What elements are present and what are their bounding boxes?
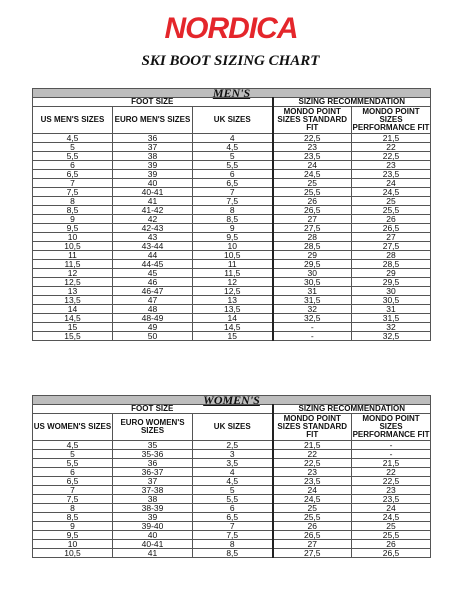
table-cell: 24,5 — [273, 170, 352, 179]
table-cell: 6,5 — [193, 179, 273, 188]
table-cell: 14 — [193, 314, 273, 323]
table-row — [33, 332, 431, 341]
table-cell: 22 — [273, 450, 352, 459]
table-cell: 37 — [113, 143, 193, 152]
table-cell: 12 — [33, 269, 113, 278]
table-cell: 21,5 — [273, 441, 352, 450]
mens-section-title: MEN'S — [33, 89, 431, 98]
table-cell: 6 — [33, 468, 113, 477]
table-cell: 3 — [193, 450, 273, 459]
table-cell: 44-45 — [113, 260, 193, 269]
table-cell: 30,5 — [352, 296, 431, 305]
table-cell: 32,5 — [273, 314, 352, 323]
table-cell: 7,5 — [193, 197, 273, 206]
table-cell: 9,5 — [33, 224, 113, 233]
table-cell: 26 — [273, 197, 352, 206]
table-cell: 7 — [193, 522, 273, 531]
table-cell: 6 — [33, 161, 113, 170]
table-cell: 29,5 — [352, 278, 431, 287]
table-cell: 27,5 — [352, 242, 431, 251]
table-cell: 45 — [113, 269, 193, 278]
table-cell: 28 — [273, 233, 352, 242]
mens-col-us: US MEN'S SIZES — [33, 107, 113, 134]
table-cell: 30 — [273, 269, 352, 278]
mens-col-uk: UK SIZES — [193, 107, 273, 134]
mens-sizing-rec-header: SIZING RECOMMENDATION — [273, 98, 431, 107]
table-cell: 22,5 — [352, 477, 431, 486]
table-cell: 10,5 — [193, 251, 273, 260]
table-cell: 8 — [193, 540, 273, 549]
table-cell: 5 — [193, 486, 273, 495]
table-cell: 4 — [193, 134, 273, 143]
table-cell: 9 — [193, 224, 273, 233]
table-cell: 13 — [193, 296, 273, 305]
table-cell: 23,5 — [273, 152, 352, 161]
table-cell: 4,5 — [193, 477, 273, 486]
table-cell: 32 — [352, 323, 431, 332]
table-cell: 7,5 — [193, 531, 273, 540]
table-cell: 13,5 — [193, 305, 273, 314]
table-cell: 5,5 — [33, 152, 113, 161]
womens-col-us: US WOMEN'S SIZES — [33, 414, 113, 441]
table-cell: 15 — [33, 323, 113, 332]
table-cell: 4,5 — [33, 441, 113, 450]
table-cell: 27 — [352, 233, 431, 242]
table-cell: 39-40 — [113, 522, 193, 531]
table-cell: 14,5 — [33, 314, 113, 323]
table-cell: 10 — [33, 233, 113, 242]
table-cell: 23,5 — [352, 170, 431, 179]
table-cell: 29 — [352, 269, 431, 278]
table-cell: 31 — [352, 305, 431, 314]
table-cell: 49 — [113, 323, 193, 332]
table-cell: 41 — [113, 197, 193, 206]
table-cell: 23 — [352, 161, 431, 170]
table-cell: 27 — [273, 540, 352, 549]
table-cell: 5,5 — [193, 495, 273, 504]
table-cell: 44 — [113, 251, 193, 260]
table-cell: 31,5 — [352, 314, 431, 323]
table-cell: 9 — [33, 215, 113, 224]
table-cell: 32,5 — [352, 332, 431, 341]
table-cell: 22 — [352, 468, 431, 477]
table-cell: 40 — [113, 531, 193, 540]
mens-col-euro: EURO MEN'S SIZES — [113, 107, 193, 134]
table-cell: 25 — [352, 522, 431, 531]
table-cell: 24,5 — [352, 513, 431, 522]
table-cell: 27,5 — [273, 549, 352, 558]
table-cell: 21,5 — [352, 134, 431, 143]
table-cell: 35-36 — [113, 450, 193, 459]
table-cell: 7,5 — [33, 188, 113, 197]
table-cell: 6,5 — [33, 477, 113, 486]
table-cell: 13,5 — [33, 296, 113, 305]
table-cell: 24 — [273, 161, 352, 170]
table-cell: 40-41 — [113, 188, 193, 197]
table-cell: 9,5 — [193, 233, 273, 242]
table-cell: - — [352, 441, 431, 450]
womens-col-mondo-standard: MONDO POINT SIZES STANDARD FIT — [273, 414, 352, 441]
table-cell: 48-49 — [113, 314, 193, 323]
table-cell: 25,5 — [273, 188, 352, 197]
table-cell: 5,5 — [33, 459, 113, 468]
mens-table-body — [33, 134, 431, 341]
table-cell: 35 — [113, 441, 193, 450]
table-cell: 5 — [33, 450, 113, 459]
table-cell: 6 — [193, 504, 273, 513]
table-cell: 12,5 — [193, 287, 273, 296]
table-cell: 26 — [273, 522, 352, 531]
table-cell: 25,5 — [352, 531, 431, 540]
table-cell: 26 — [352, 215, 431, 224]
womens-sizing-rec-header: SIZING RECOMMENDATION — [273, 405, 431, 414]
table-cell: 46-47 — [113, 287, 193, 296]
table-cell: - — [273, 323, 352, 332]
table-cell: 4 — [193, 468, 273, 477]
table-cell: 48 — [113, 305, 193, 314]
table-cell: 24,5 — [273, 495, 352, 504]
table-cell: 8,5 — [33, 206, 113, 215]
table-cell: 14,5 — [193, 323, 273, 332]
table-cell: 50 — [113, 332, 193, 341]
table-cell: 26,5 — [273, 206, 352, 215]
table-cell: 8,5 — [193, 549, 273, 558]
table-cell: 24 — [352, 179, 431, 188]
table-cell: 6 — [193, 170, 273, 179]
table-cell: 11 — [193, 260, 273, 269]
table-cell: 42-43 — [113, 224, 193, 233]
womens-col-uk: UK SIZES — [193, 414, 273, 441]
womens-col-mondo-performance: MONDO POINT SIZES PERFORMANCE FIT — [352, 414, 430, 439]
table-cell: 10 — [193, 242, 273, 251]
nordica-logo-icon — [136, 10, 326, 44]
table-cell: 15,5 — [33, 332, 113, 341]
table-cell: 5,5 — [193, 161, 273, 170]
table-cell: 46 — [113, 278, 193, 287]
table-cell: 25 — [352, 197, 431, 206]
table-cell: 43-44 — [113, 242, 193, 251]
table-cell: 11,5 — [33, 260, 113, 269]
table-cell: 14 — [33, 305, 113, 314]
table-cell: 15 — [193, 332, 273, 341]
table-cell: 26,5 — [273, 531, 352, 540]
table-cell: 28,5 — [273, 242, 352, 251]
table-cell: 11 — [33, 251, 113, 260]
table-cell: 41 — [113, 549, 193, 558]
table-cell: 13 — [33, 287, 113, 296]
table-cell: 10 — [33, 540, 113, 549]
table-cell: 22 — [352, 143, 431, 152]
table-cell: 11,5 — [193, 269, 273, 278]
mens-col-mondo-standard: MONDO POINT SIZES STANDARD FIT — [273, 107, 352, 134]
table-cell: - — [273, 332, 352, 341]
table-cell: 32 — [273, 305, 352, 314]
table-cell: 28 — [352, 251, 431, 260]
table-cell: 7 — [33, 486, 113, 495]
womens-size-table — [32, 395, 431, 558]
table-cell: 6,5 — [33, 170, 113, 179]
table-cell: 10,5 — [33, 242, 113, 251]
table-cell: 36-37 — [113, 468, 193, 477]
table-cell: 3,5 — [193, 459, 273, 468]
brand-logo — [0, 10, 461, 44]
table-cell: 38 — [113, 495, 193, 504]
table-cell: 40-41 — [113, 540, 193, 549]
table-cell: 47 — [113, 296, 193, 305]
table-cell: 27,5 — [273, 224, 352, 233]
womens-table-body — [33, 441, 431, 558]
table-cell: 30,5 — [273, 278, 352, 287]
womens-col-euro: EURO WOMEN'S SIZES — [113, 414, 193, 441]
table-cell: 43 — [113, 233, 193, 242]
table-cell: 25 — [273, 179, 352, 188]
table-cell: 36 — [113, 134, 193, 143]
table-row — [33, 549, 431, 558]
table-cell: - — [352, 450, 431, 459]
table-cell: 8 — [193, 206, 273, 215]
mens-col-mondo-performance: MONDO POINT SIZES PERFORMANCE FIT — [352, 107, 430, 132]
table-cell: 23,5 — [273, 477, 352, 486]
table-cell: 23 — [273, 468, 352, 477]
table-cell: 24 — [273, 486, 352, 495]
table-cell: 27 — [273, 215, 352, 224]
table-cell: 21,5 — [352, 459, 431, 468]
table-cell: 9,5 — [33, 531, 113, 540]
table-cell: 24 — [352, 504, 431, 513]
table-cell: 8 — [33, 504, 113, 513]
table-cell: 37 — [113, 477, 193, 486]
table-cell: 36 — [113, 459, 193, 468]
table-cell: 4,5 — [193, 143, 273, 152]
table-cell: 24,5 — [352, 188, 431, 197]
table-cell: 23 — [352, 486, 431, 495]
table-cell: 25 — [273, 504, 352, 513]
table-cell: 9 — [33, 522, 113, 531]
table-cell: 39 — [113, 513, 193, 522]
table-cell: 38-39 — [113, 504, 193, 513]
table-cell: 4,5 — [33, 134, 113, 143]
table-cell: 12 — [193, 278, 273, 287]
table-cell: 12,5 — [33, 278, 113, 287]
table-cell: 22,5 — [273, 134, 352, 143]
womens-foot-size-header: FOOT SIZE — [33, 405, 273, 414]
womens-section-title: WOMEN'S — [33, 396, 431, 405]
table-cell: 10,5 — [33, 549, 113, 558]
table-cell: 5 — [33, 143, 113, 152]
table-cell: 26,5 — [352, 224, 431, 233]
table-cell: 41-42 — [113, 206, 193, 215]
table-cell: 23,5 — [352, 495, 431, 504]
table-cell: 29 — [273, 251, 352, 260]
table-cell: 5 — [193, 152, 273, 161]
table-cell: 8 — [33, 197, 113, 206]
table-cell: 31 — [273, 287, 352, 296]
table-cell: 23 — [273, 143, 352, 152]
table-cell: 8,5 — [33, 513, 113, 522]
table-cell: 25,5 — [273, 513, 352, 522]
brand-wordmark: NORDICA — [164, 12, 297, 44]
table-cell: 7 — [193, 188, 273, 197]
table-cell: 40 — [113, 179, 193, 188]
table-cell: 39 — [113, 170, 193, 179]
table-cell: 39 — [113, 161, 193, 170]
table-cell: 7,5 — [33, 495, 113, 504]
table-cell: 26 — [352, 540, 431, 549]
table-cell: 2,5 — [193, 441, 273, 450]
table-cell: 37-38 — [113, 486, 193, 495]
table-cell: 42 — [113, 215, 193, 224]
table-cell: 26,5 — [352, 549, 431, 558]
mens-size-table — [32, 88, 431, 341]
table-cell: 31,5 — [273, 296, 352, 305]
table-cell: 22,5 — [352, 152, 431, 161]
table-cell: 25,5 — [352, 206, 431, 215]
table-cell: 38 — [113, 152, 193, 161]
table-cell: 28,5 — [352, 260, 431, 269]
table-cell: 8,5 — [193, 215, 273, 224]
table-cell: 29,5 — [273, 260, 352, 269]
page-title: SKI BOOT SIZING CHART — [141, 53, 320, 69]
table-cell: 22,5 — [273, 459, 352, 468]
mens-foot-size-header: FOOT SIZE — [33, 98, 273, 107]
table-cell: 7 — [33, 179, 113, 188]
table-cell: 6,5 — [193, 513, 273, 522]
table-cell: 30 — [352, 287, 431, 296]
